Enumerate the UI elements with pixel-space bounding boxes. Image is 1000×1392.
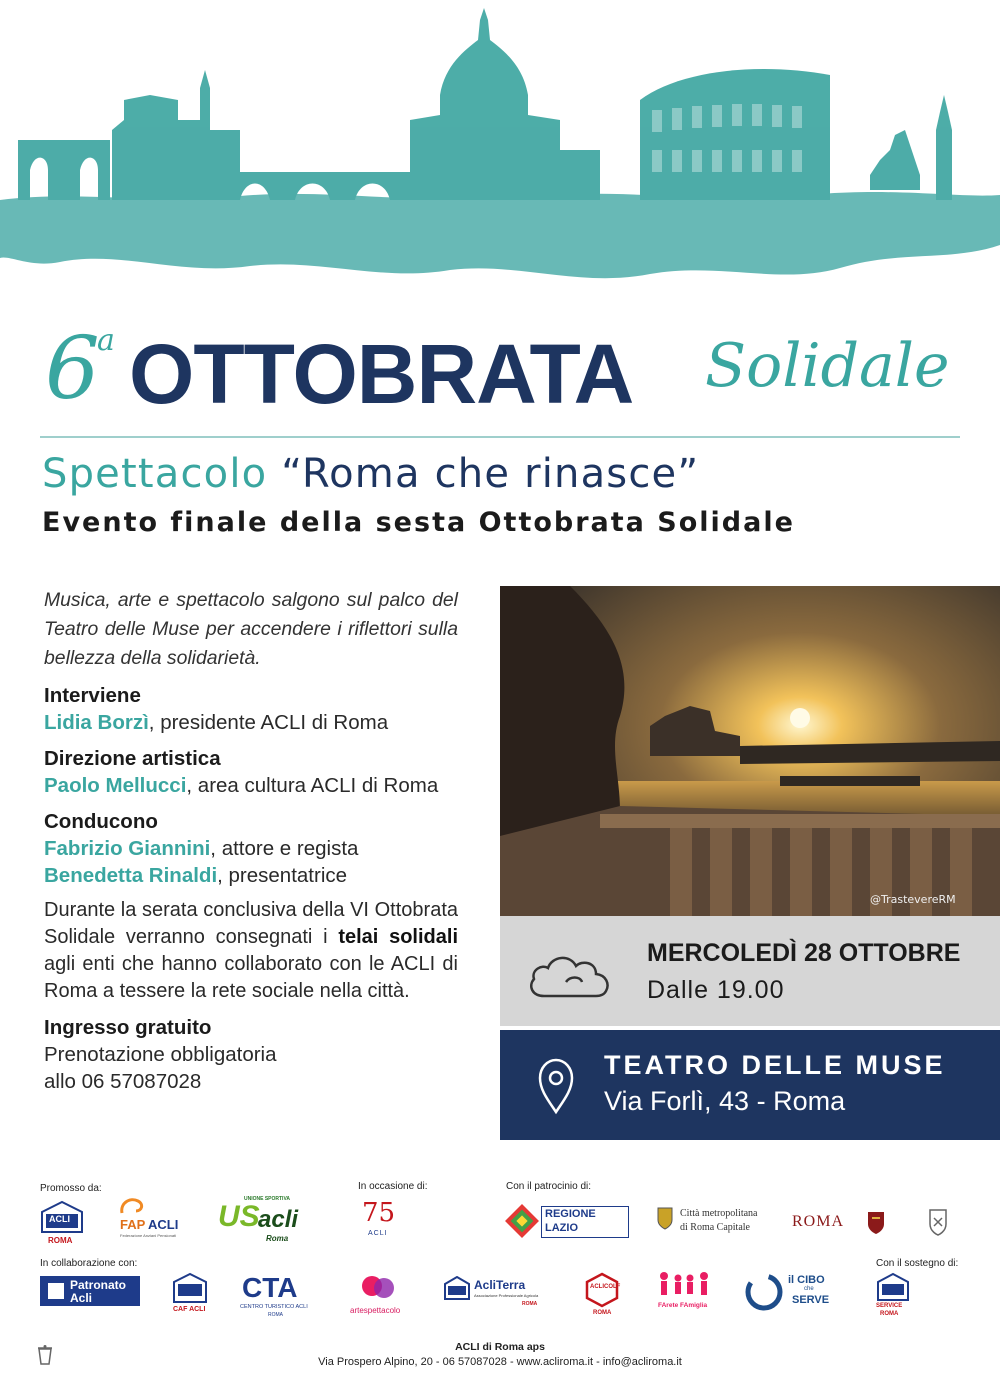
cta-logo: CTA CENTRO TURISTICO ACLI ROMA [240,1272,308,1318]
edition-number: 6 [45,319,100,419]
fap-swirl-icon [118,1195,148,1217]
regione-lazio-logo: REGIONE LAZIO [505,1204,629,1240]
host-2-name: Benedetta Rinaldi [44,864,218,887]
patrocinio-label: Con il patrocinio di: [506,1181,592,1192]
citta-shield-icon [656,1206,674,1230]
ingresso-heading: Ingresso gratuito [44,1016,212,1039]
intro-text: Musica, arte e spettacolo salgono sul palco del Teatro delle Muse per accendere i riflettori sulla bellezza della solidarietà. [44,589,458,669]
title-main: OTTOBRATA [129,327,634,421]
interviene-line [44,709,458,736]
conducono-heading: Conducono [44,810,158,833]
aclicolf-hexagon-icon [584,1272,620,1308]
location-pin-icon [536,1056,576,1116]
cloud-icon [526,946,614,1002]
edition-suffix: a [97,323,115,358]
director-role: , area cultura ACLI di Roma [186,774,439,797]
prenotazione-line: Prenotazione obbligatoria [44,1043,277,1066]
acli-75-logo: 75 ACLI [362,1198,396,1237]
direzione-heading: Direzione artistica [44,747,221,770]
cibo-swirl-icon [744,1272,784,1312]
title-divider [40,436,960,438]
us-acli-logo: UNIONE SPORTIVA US acli Roma [218,1196,299,1243]
title-script: Solidale [705,331,950,401]
host-1-role: , attore e regista [210,837,359,860]
patronato-acli-logo: Patronato Acli [40,1276,140,1306]
closing-paragraph: Durante la serata conclusiva della VI Ottobrata Solidale verranno consegnati i telai solidali agli enti che hanno collaborato con le ACLI di Roma a tessere la rete sociale nella città. [44,899,458,1002]
acliterra-shield-icon [444,1276,470,1300]
interviene-heading: Interviene [44,684,141,707]
acliterra-logo: AcliTerra Associazione Professionale Agricola ROMA [444,1276,548,1316]
collaborazione-label: In collaborazione con: [40,1258,138,1269]
roma-shield-icon [866,1210,886,1236]
promosso-label: Promosso da: [40,1183,102,1194]
venue-address: Via Forlì, 43 - Roma [604,1086,846,1116]
venue-panel [500,1030,1000,1140]
host-2-role: , presentatrice [217,864,348,887]
artespettacolo-logo: artespettacolo [348,1272,412,1322]
event-time: Dalle 19.00 [647,976,785,1004]
host-line-2 [44,862,458,889]
host-line-1 [44,835,458,862]
occasione-label: In occasione di: [358,1181,428,1192]
roma-capitale-logo: ROMA [792,1213,845,1230]
show-title [42,448,982,500]
speaker-name: Lidia Borzì [44,711,149,734]
director-name: Paolo Mellucci [44,774,187,797]
event-description: Evento finale della sesta Ottobrata Solidale [42,507,795,538]
acli-roma-logo: ACLI ROMA [40,1200,84,1248]
il-cibo-che-serve-logo: il CIBO che SERVE [744,1272,834,1318]
date-panel [500,916,1000,1026]
program-details [44,586,458,1095]
tiber-sunset-photo [500,586,1000,916]
rome-skyline-illustration [0,0,1000,300]
event-date: MERCOLEDÌ 28 OTTOBRE [647,939,961,967]
photo-credit: @TrastevereRM [870,893,956,906]
caf-shield-icon [172,1272,208,1304]
farete-famiglia-logo: FArete FAmiglia [656,1270,716,1320]
service-roma-logo: SERVICE ROMA [876,1272,916,1322]
service-shield-icon [876,1272,910,1302]
fap-acli-logo: FAP ACLI Federazione Anziani Pensionati [118,1195,188,1245]
phone-line: allo 06 57087028 [44,1070,202,1093]
family-figures-icon [656,1270,712,1300]
show-prefix: Spettacolo [42,451,268,497]
host-1-name: Fabrizio Giannini [44,837,211,860]
vatican-emblem-icon [922,1206,954,1238]
caf-acli-logo: CAF ACLI [172,1272,212,1322]
regione-emblem-icon [505,1204,539,1238]
telai-solidali: telai solidali [338,926,458,948]
show-name: “Roma che rinasce” [281,451,700,497]
theatre-masks-icon [358,1272,398,1302]
sostegno-label: Con il sostegno di: [876,1258,959,1269]
footer-address: Via Prospero Alpino, 20 - 06 57087028 - www.acliroma.it - info@acliroma.it [318,1356,682,1368]
event-title [45,318,975,428]
speaker-role: , presidente ACLI di Roma [148,711,389,734]
patronato-icon [46,1281,66,1301]
citta-metropolitana-logo: Città metropolitana di Roma Capitale [656,1206,796,1238]
footer-organization: ACLI di Roma aps [455,1341,545,1353]
direzione-line [44,772,458,799]
venue-name: TEATRO DELLE MUSE [604,1050,946,1080]
aclicolf-logo: ACLICOLF ROMA [584,1272,624,1322]
